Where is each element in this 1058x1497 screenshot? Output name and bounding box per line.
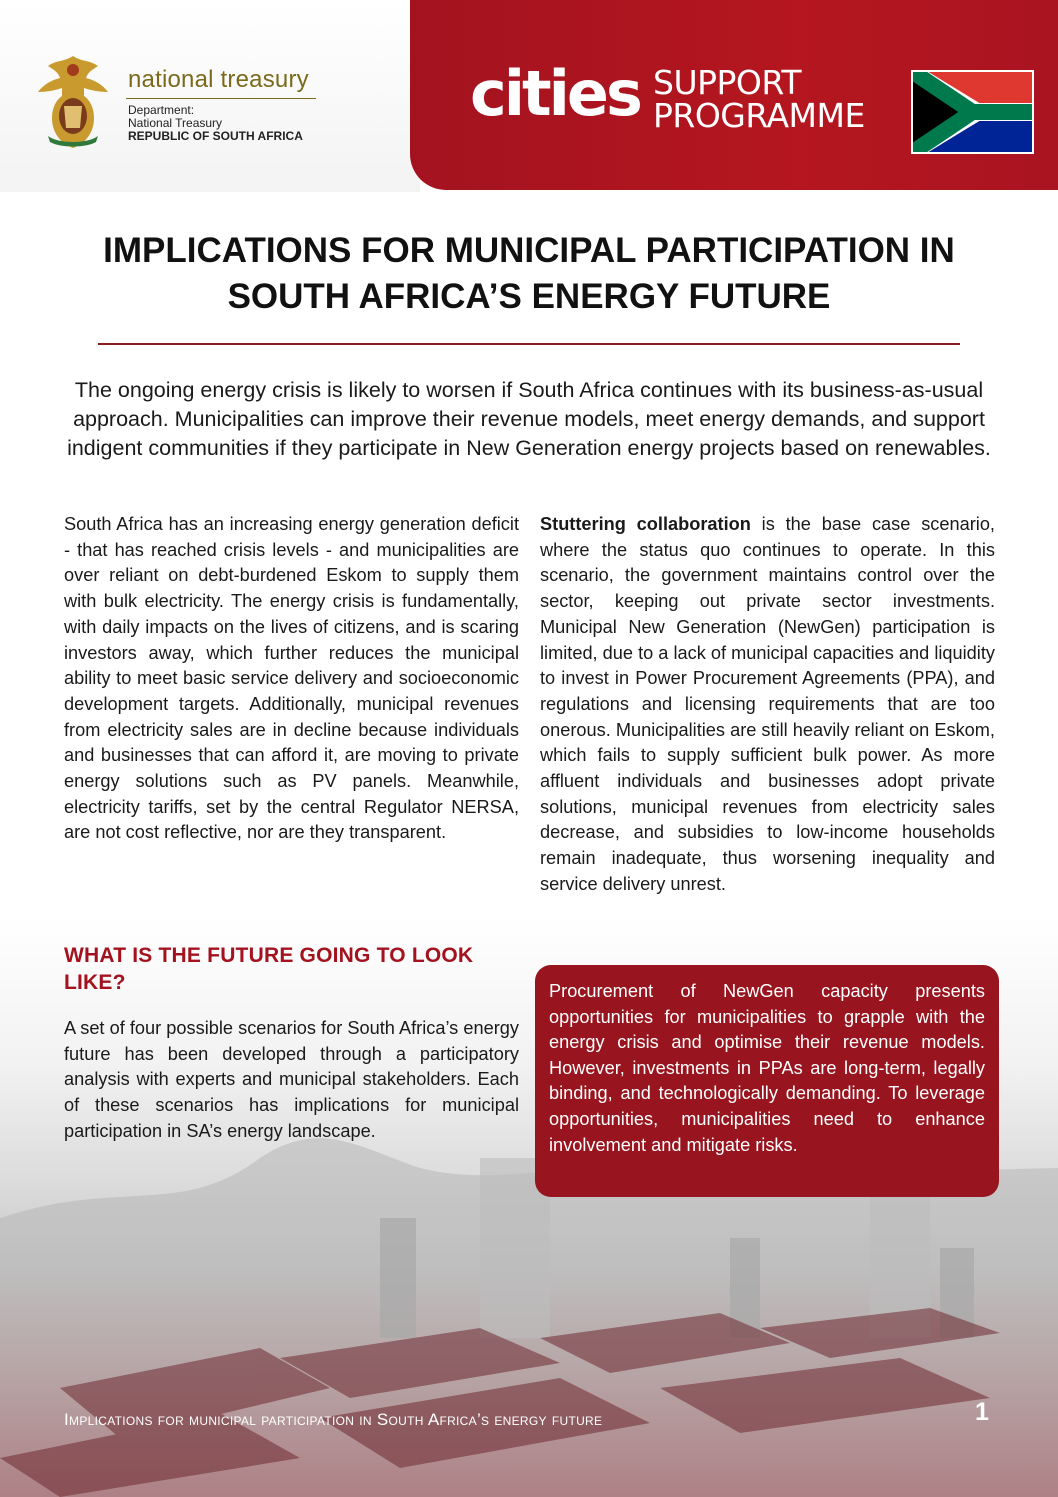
- title-line-2: SOUTH AFRICA’S ENERGY FUTURE: [227, 277, 831, 316]
- cities-logo: cities: [470, 57, 640, 130]
- callout-text: Procurement of NewGen capacity presents opportunities for municipalities to grapple with the energy crisis and optimise their revenue models. However, investments in PPAs are long-term, legally binding, and technologically demanding. To leverage opportunities, municipalities need to enhance involvement and mitigate risks.: [549, 981, 985, 1155]
- programme-line-2: PROGRAMME: [653, 96, 865, 135]
- org-title: national treasury: [128, 66, 309, 93]
- scenario-description: is the base case scenario, where the status quo continues to operate. In this scenario, the government maintains control over the sector, keeping out private sector investments. Municipal New Generation (NewGen) participation is limited, due to a lack of municipal capacities and liquidity to invest in Power Procurement Agreements (PPA), and regulations and licensing requirements that are too onerous. Municipalities are still heavily reliant on Eskom, which fails to supply sufficient bulk power. As more affluent individuals and businesses adopt private solutions, municipal revenues from electricity sales decrease, and subsidies to low-income households remain inadequate, thus worsening inequality and service delivery unrest.: [540, 514, 995, 894]
- footer-running-title: Implications for municipal participation in South Africa’s energy future: [64, 1410, 603, 1429]
- dept-line-2: National Treasury: [128, 116, 223, 130]
- department-block: [128, 104, 303, 143]
- lead-paragraph: The ongoing energy crisis is likely to worsen if South Africa continues with its business-as-usual approach. Municipalities can improve their revenue models, meet energy demands, and support indigent communities if they participate in New Generation energy projects based on renewables.: [67, 378, 991, 460]
- programme-name: [653, 63, 865, 135]
- title-line-1: IMPLICATIONS FOR MUNICIPAL PARTICIPATION IN: [103, 231, 955, 270]
- page-number: 1: [975, 1398, 989, 1426]
- scenario-name: Stuttering collaboration: [540, 514, 751, 534]
- programme-line-1: SUPPORT: [653, 63, 802, 102]
- south-africa-flag-icon: [911, 70, 1034, 154]
- title-divider: [98, 343, 960, 345]
- scenarios-paragraph: A set of four possible scenarios for South Africa’s energy future has been developed through a participatory analysis with experts and municipal stakeholders. Each of these scenarios has implications for municipal participation in SA’s energy landscape.: [64, 1018, 519, 1141]
- dept-line-1: Department:: [128, 103, 195, 117]
- coat-of-arms-icon: [34, 52, 112, 150]
- page-title: [40, 228, 1018, 320]
- intro-paragraph: South Africa has an increasing energy generation deficit - that has reached crisis levels - and municipalities are over reliant on debt-burdened Eskom to supply them with bulk electricity. The energy crisis is fundamentally, with daily impacts on the lives of citizens, and is scaring investors away, which further reduces the municipal ability to meet basic service delivery and socioeconomic development targets. Additionally, municipal revenues from electricity sales are in decline because individuals and businesses that can afford it, are moving to private energy solutions such as PV panels. Meanwhile, electricity tariffs, set by the central Regulator NERSA, are not cost reflective, nor are they transparent.: [64, 514, 519, 843]
- scenario-paragraph: [540, 512, 995, 898]
- section-heading: WHAT IS THE FUTURE GOING TO LOOK LIKE?: [64, 944, 474, 994]
- org-title-rule: [126, 98, 316, 99]
- dept-line-3: REPUBLIC OF SOUTH AFRICA: [128, 129, 303, 143]
